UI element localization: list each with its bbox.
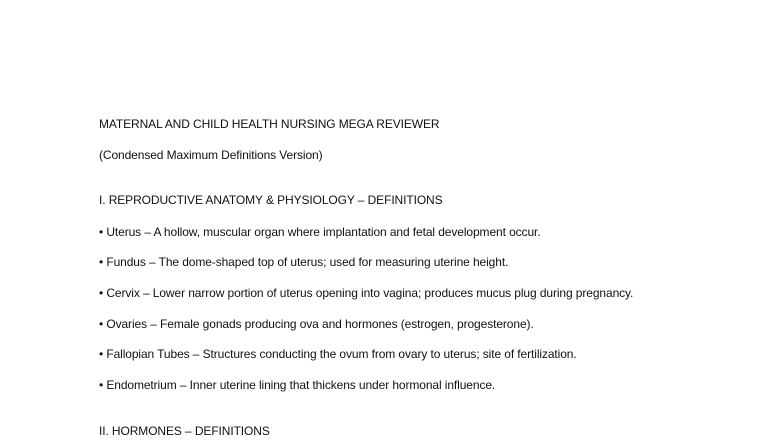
list-item-fundus: • Fundus – The dome-shaped top of uterus; used for measuring uterine height. bbox=[99, 255, 509, 269]
list-item-cervix: • Cervix – Lower narrow portion of uterus opening into vagina; produces mucus plug during pregnancy. bbox=[99, 286, 634, 300]
list-item-uterus: • Uterus – A hollow, muscular organ where implantation and fetal development occur. bbox=[99, 225, 541, 239]
list-item-endometrium: • Endometrium – Inner uterine lining that thickens under hormonal influence. bbox=[99, 378, 496, 392]
list-item-ovaries: • Ovaries – Female gonads producing ova and hormones (estrogen, progesterone). bbox=[99, 317, 534, 331]
document-title: MATERNAL AND CHILD HEALTH NURSING MEGA REVIEWER bbox=[99, 117, 440, 131]
section-1-heading: I. REPRODUCTIVE ANATOMY & PHYSIOLOGY – DEFINITIONS bbox=[99, 193, 443, 207]
list-item-fallopian-tubes: • Fallopian Tubes – Structures conducting the ovum from ovary to uterus; site of fertilization. bbox=[99, 347, 577, 361]
document-subtitle: (Condensed Maximum Definitions Version) bbox=[99, 148, 323, 162]
section-2-heading: II. HORMONES – DEFINITIONS bbox=[99, 424, 270, 438]
